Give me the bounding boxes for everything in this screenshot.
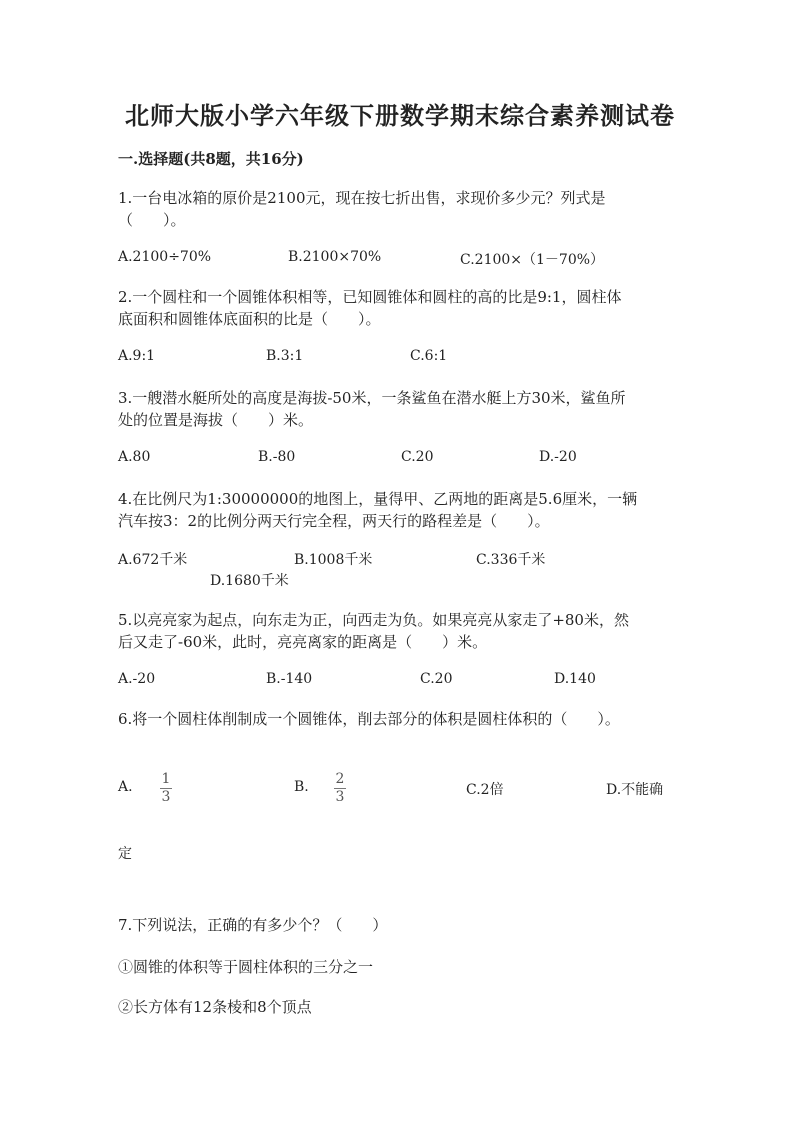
- option-b: B.2100×70%: [288, 249, 382, 265]
- question-line: 处的位置是海拔（ ）米。: [118, 411, 314, 429]
- statement-2: ②长方体有12条棱和8个顶点: [118, 998, 312, 1016]
- question-line: 后又走了-60米，此时，亮亮离家的距离是（ ）米。: [118, 633, 488, 651]
- option-b: B.-140: [266, 671, 313, 687]
- fraction-one-third: [160, 772, 172, 805]
- option-c: C.336千米: [476, 552, 546, 568]
- question-line: 1.一台电冰箱的原价是2100元，现在按七折出售，求现价多少元？列式是: [118, 189, 606, 207]
- question-6-text: 6.将一个圆柱体削制成一个圆锥体，削去部分的体积是圆柱体积的（ ）。: [118, 710, 620, 728]
- question-line: （ ）。: [118, 211, 186, 229]
- fraction-numerator: 2: [335, 771, 345, 787]
- question-line: 3.一艘潜水艇所处的高度是海拔-50米，一条鲨鱼在潜水艇上方30米，鲨鱼所: [118, 389, 626, 407]
- option-c: C.20: [401, 449, 434, 465]
- question-line: 5.以亮亮家为起点，向东走为正，向西走为负。如果亮亮从家走了+80米，然: [118, 611, 629, 629]
- question-7-text: 7.下列说法，正确的有多少个？（ ）: [118, 916, 388, 934]
- option-c: C.6:1: [410, 348, 448, 364]
- question-5-text: [118, 609, 629, 653]
- option-b: B.1008千米: [294, 552, 373, 568]
- question-4-text: [118, 488, 637, 532]
- option-d: D.140: [554, 671, 596, 687]
- fraction-denominator: 3: [335, 789, 345, 805]
- option-d: D.不能确: [606, 782, 664, 798]
- option-a: A.-20: [118, 671, 156, 687]
- option-a: A.672千米: [118, 552, 188, 568]
- option-a: A.9:1: [118, 348, 156, 364]
- option-a: A.80: [118, 449, 151, 465]
- option-d: D.-20: [539, 449, 577, 465]
- statement-1: ①圆锥的体积等于圆柱体积的三分之一: [118, 958, 374, 976]
- option-c: C.2100×（1－70%）: [460, 252, 605, 268]
- option-d-wrap: 定: [118, 846, 132, 862]
- fraction-numerator: 1: [161, 771, 171, 787]
- fraction-denominator: 3: [161, 789, 171, 805]
- option-c: C.2倍: [466, 782, 504, 798]
- question-line: 4.在比例尺为1:30000000的地图上，量得甲、乙两地的距离是5.6厘米，一辆: [118, 490, 638, 508]
- section-heading: 一.选择题(共8题，共16分): [118, 150, 304, 168]
- question-3-text: [118, 387, 626, 431]
- question-line: 汽车按3：2的比例分两天行完全程，两天行的路程差是（ ）。: [118, 512, 550, 530]
- question-1-text: [118, 187, 606, 231]
- page-title: 北师大版小学六年级下册数学期末综合素养测试卷: [125, 101, 675, 130]
- question-2-text: [118, 286, 621, 330]
- fraction-two-thirds: [334, 772, 346, 805]
- option-a: A.: [118, 779, 133, 795]
- question-line: 底面积和圆锥体底面积的比是（ ）。: [118, 310, 381, 328]
- option-b: B.-80: [258, 449, 296, 465]
- option-c: C.20: [420, 671, 453, 687]
- option-b: B.3:1: [266, 348, 304, 364]
- option-a: A.2100÷70%: [118, 249, 212, 265]
- option-d: D.1680千米: [210, 573, 289, 589]
- question-line: 2.一个圆柱和一个圆锥体积相等，已知圆锥体和圆柱的高的比是9:1，圆柱体: [118, 288, 622, 306]
- option-b: B.: [294, 779, 309, 795]
